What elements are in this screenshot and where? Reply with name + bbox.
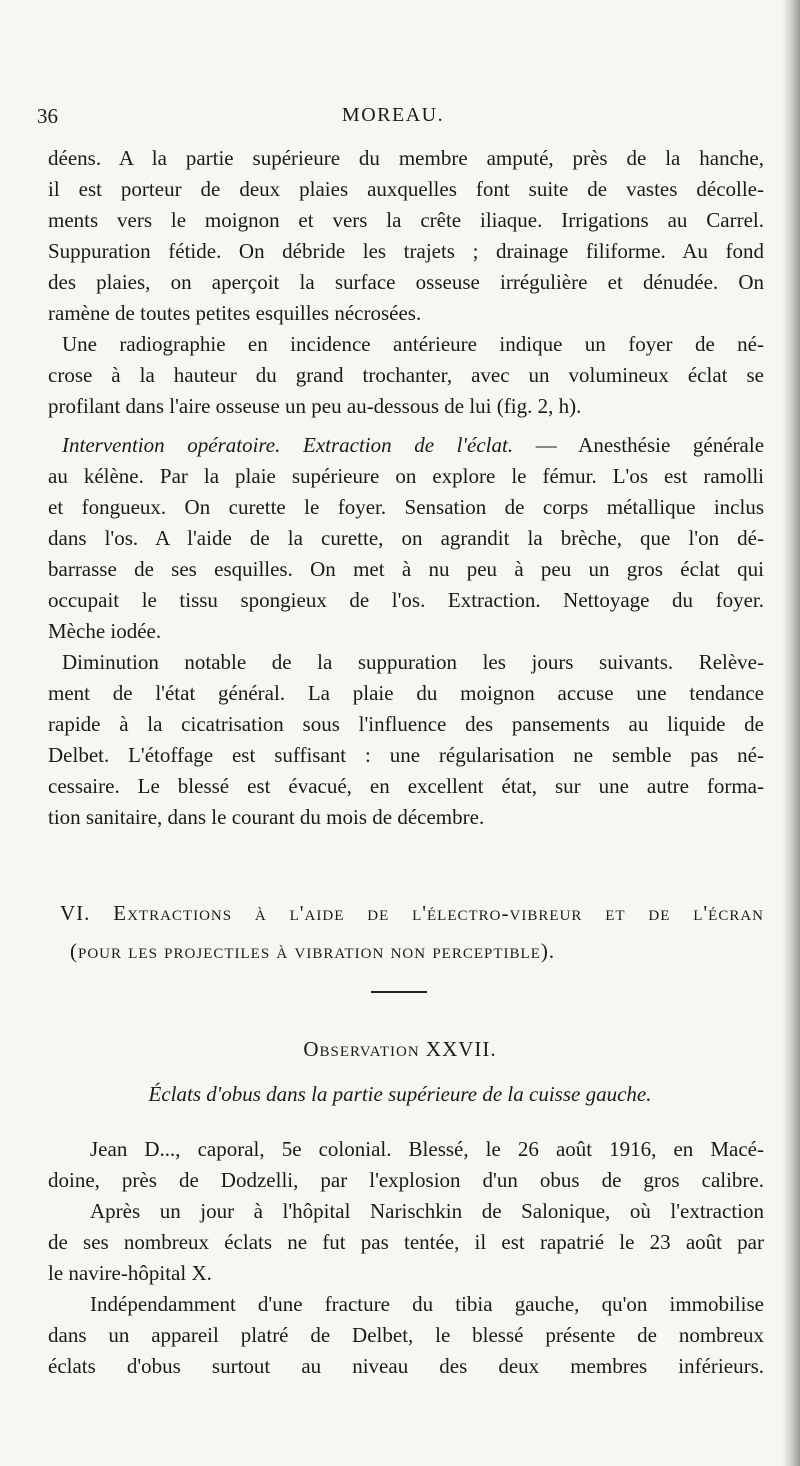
text-line: il est porteur de deux plaies auxquelles font suite de vastes décolle-: [48, 177, 764, 201]
intervention-lead: — Anesthésie générale: [513, 433, 764, 457]
text-line: de ses nombreux éclats ne fut pas tentée, il est rapatrié le 23 août par: [48, 1230, 764, 1254]
text-line: Jean D..., caporal, 5e colonial. Blessé, le 26 août 1916, en Macé-: [90, 1137, 764, 1161]
text-line: dans un appareil platré de Delbet, le blessé présente de nombreux: [48, 1323, 764, 1347]
text-line: Mèche iodée.: [48, 619, 162, 643]
section-divider: [371, 991, 427, 993]
text-line: profilant dans l'aire osseuse un peu au-dessous de lui (fig. 2, h).: [48, 394, 582, 418]
text-line: barrasse de ses esquilles. On met à nu peu à peu un gros éclat qui: [48, 557, 764, 581]
text-line: Diminution notable de la suppuration les jours suivants. Relève-: [62, 650, 764, 674]
section-heading-line: VI. Extractions à l'aide de l'électro-vibreur et de l'écran: [60, 901, 764, 925]
observation-subtitle: Éclats d'obus dans la partie supérieure de la cuisse gauche.: [148, 1082, 652, 1106]
text-line: ment de l'état général. La plaie du moignon accuse une tendance: [48, 681, 764, 705]
text-line: ramène de toutes petites esquilles nécrosées.: [48, 301, 422, 325]
intervention-heading: Intervention opératoire. Extraction de l'éclat.: [62, 433, 514, 457]
text-line: [48, 430, 764, 461]
text-line: dans l'os. A l'aide de la curette, on agrandit la brèche, que l'on dé-: [48, 526, 764, 550]
paragraph-block-2: [48, 430, 764, 833]
text-line: Suppuration fétide. On débride les trajets ; drainage filiforme. Au fond: [48, 239, 764, 263]
text-line: éclats d'obus surtout au niveau des deux membres inférieurs.: [48, 1354, 764, 1378]
text-line: crose à la hauteur du grand trochanter, avec un volumineux éclat se: [48, 363, 764, 387]
text-line: cessaire. Le blessé est évacué, en excellent état, sur une autre forma-: [48, 774, 764, 798]
page-header: [37, 104, 749, 134]
text-line: déens. A la partie supérieure du membre amputé, près de la hanche,: [48, 146, 764, 170]
page-edge-shadow: [782, 0, 800, 1466]
text-line: doine, près de Dodzelli, par l'explosion d'un obus de gros calibre.: [48, 1168, 764, 1192]
paragraph-block-1: [48, 143, 764, 422]
text-line: des plaies, on aperçoit la surface osseuse irrégulière et dénudée. On: [48, 270, 764, 294]
text-line: Une radiographie en incidence antérieure indique un foyer de né-: [62, 332, 764, 356]
running-head: MOREAU.: [341, 104, 445, 126]
observation-title: Observation XXVII.: [303, 1037, 497, 1061]
text-line: rapide à la cicatrisation sous l'influence des pansements au liquide de: [48, 712, 764, 736]
paragraph-block-3: [48, 1134, 764, 1382]
text-line: ments vers le moignon et vers la crête iliaque. Irrigations au Carrel.: [48, 208, 764, 232]
text-line: Après un jour à l'hôpital Narischkin de Salonique, où l'extraction: [90, 1199, 764, 1223]
text-line: Indépendamment d'une fracture du tibia gauche, qu'on immobilise: [90, 1292, 764, 1316]
section-heading: [60, 894, 764, 970]
page-number: 36: [37, 104, 58, 128]
text-line: occupait le tissu spongieux de l'os. Extraction. Nettoyage du foyer.: [48, 588, 764, 612]
text-line: tion sanitaire, dans le courant du mois de décembre.: [48, 805, 485, 829]
text-line: le navire-hôpital X.: [48, 1261, 212, 1285]
section-heading-line: (pour les projectiles à vibration non perceptible).: [70, 939, 556, 963]
text-line: au kélène. Par la plaie supérieure on explore le fémur. L'os est ramolli: [48, 464, 764, 488]
text-line: Delbet. L'étoffage est suffisant : une régularisation ne semble pas né-: [48, 743, 764, 767]
text-line: et fongueux. On curette le foyer. Sensation de corps métallique inclus: [48, 495, 764, 519]
